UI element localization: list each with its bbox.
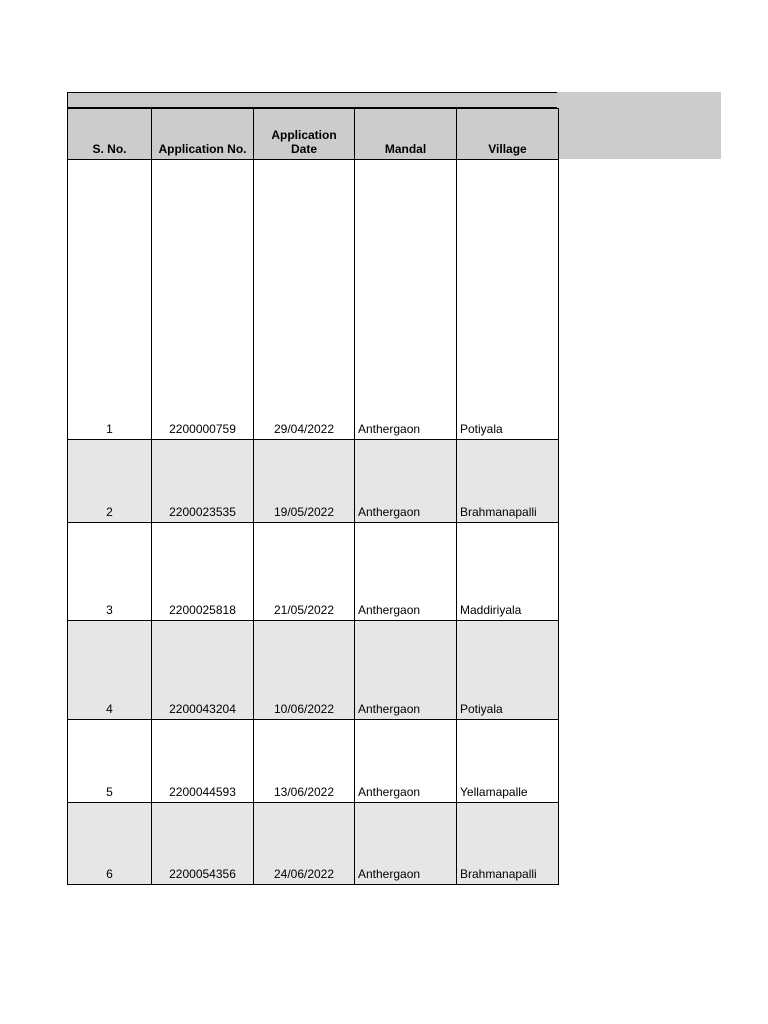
cell-mandal[interactable]: Anthergaon [355, 523, 457, 621]
cell-sno[interactable]: 6 [68, 803, 152, 885]
col-header-application-no: Application No. [152, 109, 254, 160]
cell-mandal[interactable]: Anthergaon [355, 160, 457, 440]
col-header-application-date: Application Date [254, 109, 355, 160]
cell-sno[interactable]: 5 [68, 720, 152, 803]
cell-application-date[interactable]: 19/05/2022 [254, 440, 355, 523]
cell-sno[interactable]: 1 [68, 160, 152, 440]
cell-application-no[interactable]: 2200025818 [152, 523, 254, 621]
cell-sno[interactable]: 3 [68, 523, 152, 621]
cell-sno[interactable]: 2 [68, 440, 152, 523]
table-row [68, 523, 559, 621]
table-row [68, 720, 559, 803]
cell-village[interactable]: Potiyala [457, 160, 559, 440]
cell-mandal[interactable]: Anthergaon [355, 621, 457, 720]
cell-village[interactable]: Potiyala [457, 621, 559, 720]
cell-application-date[interactable]: 24/06/2022 [254, 803, 355, 885]
cell-application-date[interactable]: 21/05/2022 [254, 523, 355, 621]
cell-village[interactable]: Maddiriyala [457, 523, 559, 621]
cell-application-no[interactable]: 2200043204 [152, 621, 254, 720]
cell-mandal[interactable]: Anthergaon [355, 803, 457, 885]
applications-table [67, 108, 559, 885]
header-row [68, 109, 559, 160]
cell-sno[interactable]: 4 [68, 621, 152, 720]
col-header-village: Village [457, 109, 559, 160]
cell-village[interactable]: Yellamapalle [457, 720, 559, 803]
cell-application-date[interactable]: 13/06/2022 [254, 720, 355, 803]
cell-application-no[interactable]: 2200044593 [152, 720, 254, 803]
title-strip [67, 92, 557, 108]
cell-village[interactable]: Brahmanapalli [457, 440, 559, 523]
cell-village[interactable]: Brahmanapalli [457, 803, 559, 885]
col-header-sno: S. No. [68, 109, 152, 160]
table-row [68, 803, 559, 885]
table-row [68, 621, 559, 720]
col-header-mandal: Mandal [355, 109, 457, 160]
cell-mandal[interactable]: Anthergaon [355, 720, 457, 803]
cell-application-no[interactable]: 2200054356 [152, 803, 254, 885]
header-extension [557, 92, 721, 159]
cell-application-no[interactable]: 2200023535 [152, 440, 254, 523]
cell-application-date[interactable]: 29/04/2022 [254, 160, 355, 440]
table-row [68, 440, 559, 523]
table-row [68, 160, 559, 440]
cell-application-date[interactable]: 10/06/2022 [254, 621, 355, 720]
cell-application-no[interactable]: 2200000759 [152, 160, 254, 440]
cell-mandal[interactable]: Anthergaon [355, 440, 457, 523]
